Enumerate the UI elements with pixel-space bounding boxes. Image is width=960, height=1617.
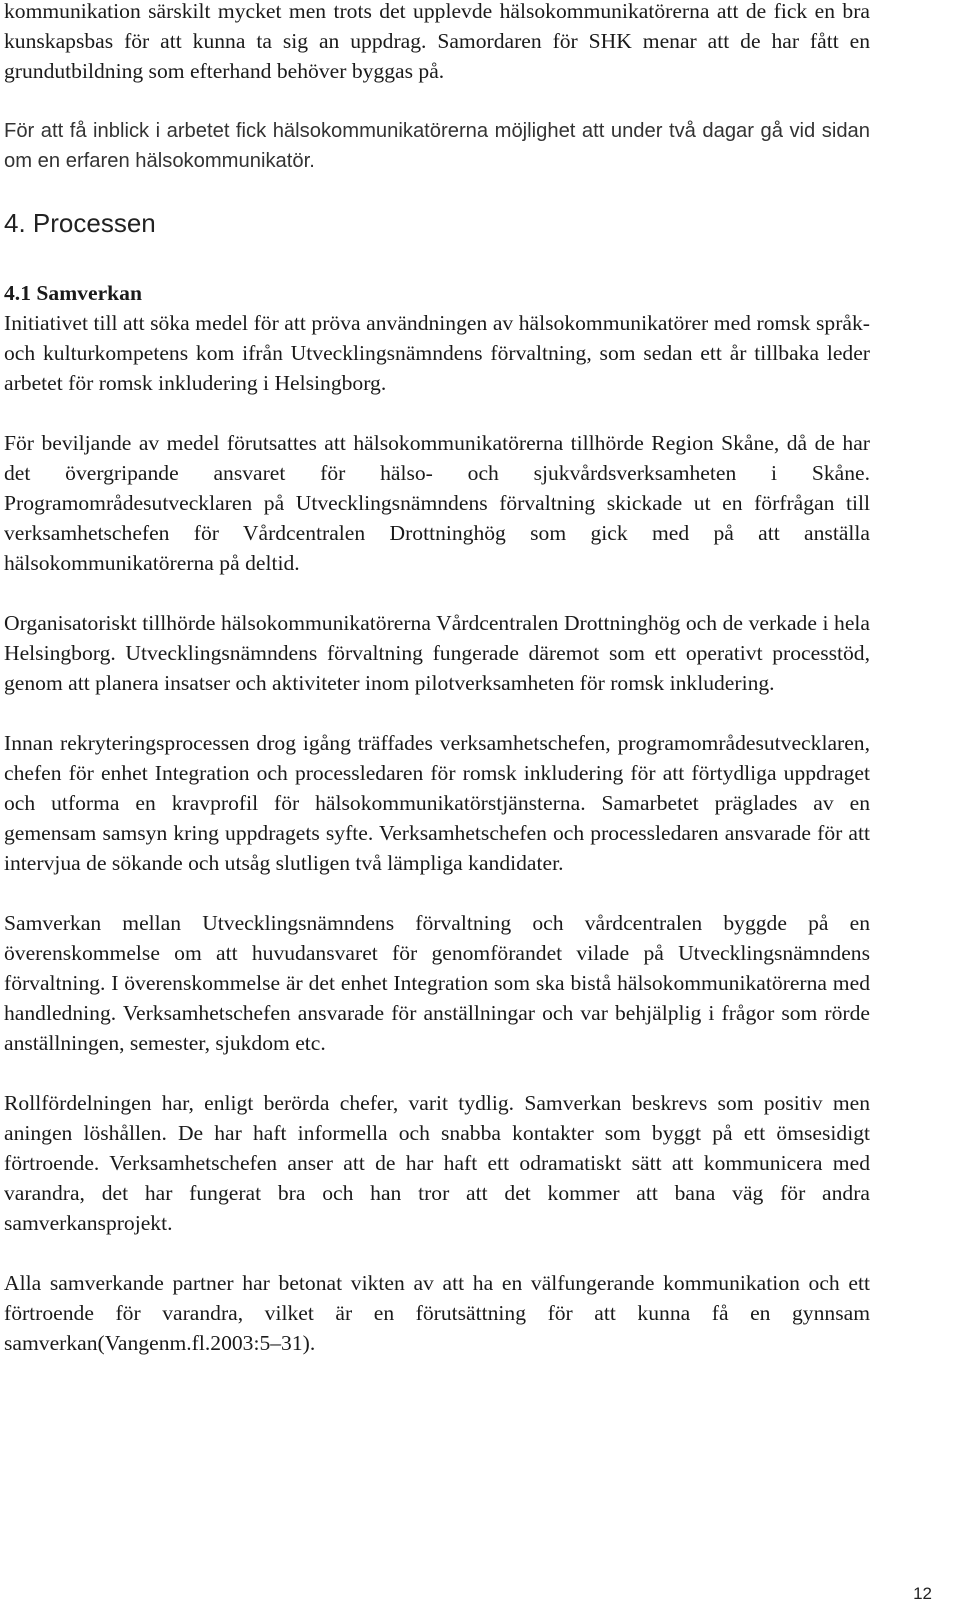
paragraph-overenskommelse: Samverkan mellan Utvecklingsnämndens förvaltning och vårdcentralen byggde på en överenskommelse om att huvudansvaret för genomförandet vilade på Utvecklingsnämndens förvaltning. I överenskommelse är det enhet Integration som ska bistå hälsokommunikatörerna med handledning. Verksamhetschefen ansvarade för anställningar och var behjälplig i frågor som rörde anställningen, semester, sjukdom etc. (4, 911, 870, 1055)
samverkan-section (4, 278, 870, 1388)
page-number: 12 (913, 1584, 932, 1603)
paragraph-initiativet: Initiativet till att söka medel för att pröva användningen av hälsokommunikatörer med romsk språk- och kulturkompetens kom ifrån Utvecklingsnämndens förvaltning, som sedan ett år tillbaka leder arbetet för romsk inkludering i Helsingborg. (4, 311, 870, 395)
intro-paragraph: kommunikation särskilt mycket men trots det upplevde hälsokommunikatörerna att de fick en bra kunskapsbas för att kunna ta sig an uppdrag. Samordaren för SHK menar att de har fått en grundutbildning som efterhand behöver byggas på. (4, 0, 870, 83)
paragraph-rollfordelning: Rollfördelningen har, enligt berörda chefer, varit tydlig. Samverkan beskrevs som positiv men aningen löshållen. De har haft informella och snabba kontakter som byggt på ett ömsesidigt förtroende. Verksamhetschefen anser att de har haft ett odramatiskt sätt att kommunicera med varandra, det har fungerat bra och han tror att det kommer att bana väg för andra samverkansprojekt. (4, 1091, 870, 1235)
paragraph-beviljande: För beviljande av medel förutsattes att hälsokommunikatörerna tillhörde Region Skåne, då de har det övergripande ansvaret för hälso- och sjukvårdsverksamheten i Skåne. Programområdesutvecklaren på Utvecklingsnämndens förvaltning skickade ut en förfrågan till verksamhetschefen för Vårdcentralen Drottninghög som gick med på att anställa hälsokommunikatörerna på deltid. (4, 431, 870, 575)
section-heading: 4. Processen (4, 208, 156, 238)
paragraph-rekrytering: Innan rekryteringsprocessen drog igång träffades verksamhetschefen, programområdesutvecklaren, chefen för enhet Integration och processledaren för romsk inkludering för att förtydliga uppdraget och utforma en kravprofil för hälsokommunikatörstjänsterna. Samarbetet präglades av en gemensam samsyn kring uppdragets syfte. Verksamhetschefen och processledaren ansvarade för att intervjua de sökande och utsåg slutligen två lämpliga kandidater. (4, 731, 870, 875)
paragraph-organisatoriskt: Organisatoriskt tillhörde hälsokommunikatörerna Vårdcentralen Drottninghög och de verkade i hela Helsingborg. Utvecklingsnämndens förvaltning fungerade däremot som ett operativt processtöd, genom att planera insatser och aktiviteter inom pilotverksamheten för romsk inkludering. (4, 611, 870, 695)
inblick-paragraph: För att få inblick i arbetet fick hälsokommunikatörerna möjlighet att under två dagar gå vid sidan om en erfaren hälsokommunikatör. (4, 120, 870, 172)
paragraph-kommunikation: Alla samverkande partner har betonat vikten av att ha en välfungerande kommunikation och ett förtroende för varandra, vilket är en förutsättning för att kunna få en gynnsam samverkan(Vangenm.fl.2003:5–31). (4, 1271, 870, 1355)
subsection-heading: 4.1 Samverkan (4, 281, 142, 305)
